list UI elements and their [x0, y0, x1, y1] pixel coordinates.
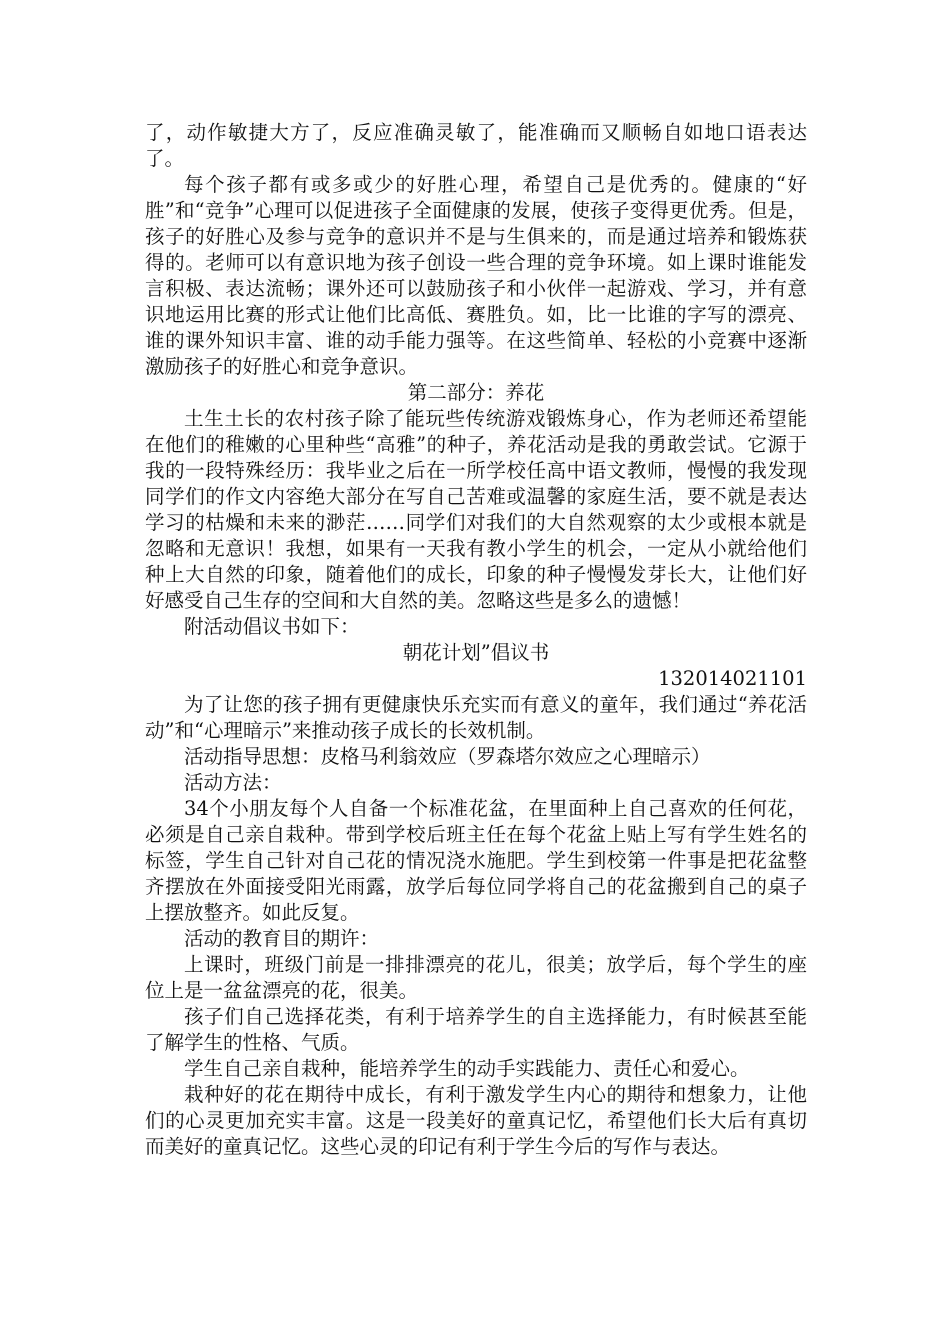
paragraph-guiding-idea: 活动指导思想：皮格马利翁效应（罗森塔尔效应之心理暗示）: [184, 745, 711, 768]
paragraph-method: 34个小朋友每个人自备一个标准花盆，在里面种上自己喜欢的任何花，必须是自己亲自栽种。带到学校后班主任在每个花盆上贴上写有学生姓名的标签，学生自己针对自己花的情况浇水施肥。学生到校第一件事是把花盆整齐摆放在外面接受阳光雨露，放学后每位同学将自己的花盆搬到自己的桌子上摆放整齐。如此反复。: [145, 797, 807, 924]
paragraph-goals-label: 活动的教育目的期许：: [184, 927, 380, 950]
document-page: [145, 120, 807, 1160]
paragraph-competition: 每个孩子都有或多或少的好胜心理，希望自己是优秀的。健康的“好胜”和“竞争”心理可以促进孩子全面健康的发展，使孩子变得更优秀。但是，孩子的好胜心及参与竞争的意识并不是与生俱来的，而是通过培养和锻炼获得的。老师可以有意识地为孩子创设一些合理的竞争环境。如上课时谁能发言积极、表达流畅；课外还可以鼓励孩子和小伙伴一起游戏、学习，并有意识地运用比赛的形式让他们比高低、赛胜负。如，比一比谁的字写的漂亮、谁的课外知识丰富、谁的动手能力强等。在这些简单、轻松的小竞赛中逐渐激励孩子的好胜心和竞争意识。: [145, 173, 807, 378]
paragraph-goal-choice: 孩子们自己选择花类，有利于培养学生的自主选择能力，有时候甚至能了解学生的性格、气质。: [145, 1005, 807, 1054]
section-heading-part-two: 第二部分：养花: [407, 381, 545, 404]
paragraph-purpose: 为了让您的孩子拥有更健康快乐充实而有意义的童年，我们通过“养花活动”和“心理暗示”来推动孩子成长的长效机制。: [145, 693, 807, 742]
document-number: 132014021101: [658, 667, 807, 690]
paragraph-method-label: 活动方法：: [184, 771, 282, 794]
paragraph-flower-origin: 土生土长的农村孩子除了能玩些传统游戏锻炼身心，作为老师还希望能在他们的稚嫩的心里种些“高雅”的种子，养花活动是我的勇敢尝试。它源于我的一段特殊经历：我毕业之后在一所学校任高中语文教师，慢慢的我发现同学们的作文内容绝大部分在写自己苦难或温馨的家庭生活，要不就是表达学习的枯燥和未来的渺茫……同学们对我们的大自然观察的太少或根本就是忽略和无意识！我想，如果有一天我有教小学生的机会，一定从小就给他们种上大自然的印象，随着他们的成长，印象的种子慢慢发芽长大，让他们好好感受自己生存的空间和大自然的美。忽略这些是多么的遗憾！: [145, 407, 807, 612]
paragraph-goal-practice: 学生自己亲自栽种，能培养学生的动手实践能力、责任心和爱心。: [184, 1057, 750, 1080]
paragraph-continuation: 了，动作敏捷大方了，反应准确灵敏了，能准确而又顺畅自如地口语表达了。: [145, 121, 807, 170]
paragraph-goal-beauty: 上课时，班级门前是一排排漂亮的花儿，很美；放学后，每个学生的座位上是一盆盆漂亮的花，很美。: [145, 953, 807, 1002]
paragraph-proposal-intro: 附活动倡议书如下：: [184, 615, 360, 638]
paragraph-goal-imagination: 栽种好的花在期待中成长，有利于激发学生内心的期待和想象力，让他们的心灵更加充实丰富。这是一段美好的童真记忆，希望他们长大后有真切而美好的童真记忆。这些心灵的印记有利于学生今后的写作与表达。: [145, 1083, 807, 1158]
proposal-title: 朝花计划”倡议书: [402, 641, 550, 664]
